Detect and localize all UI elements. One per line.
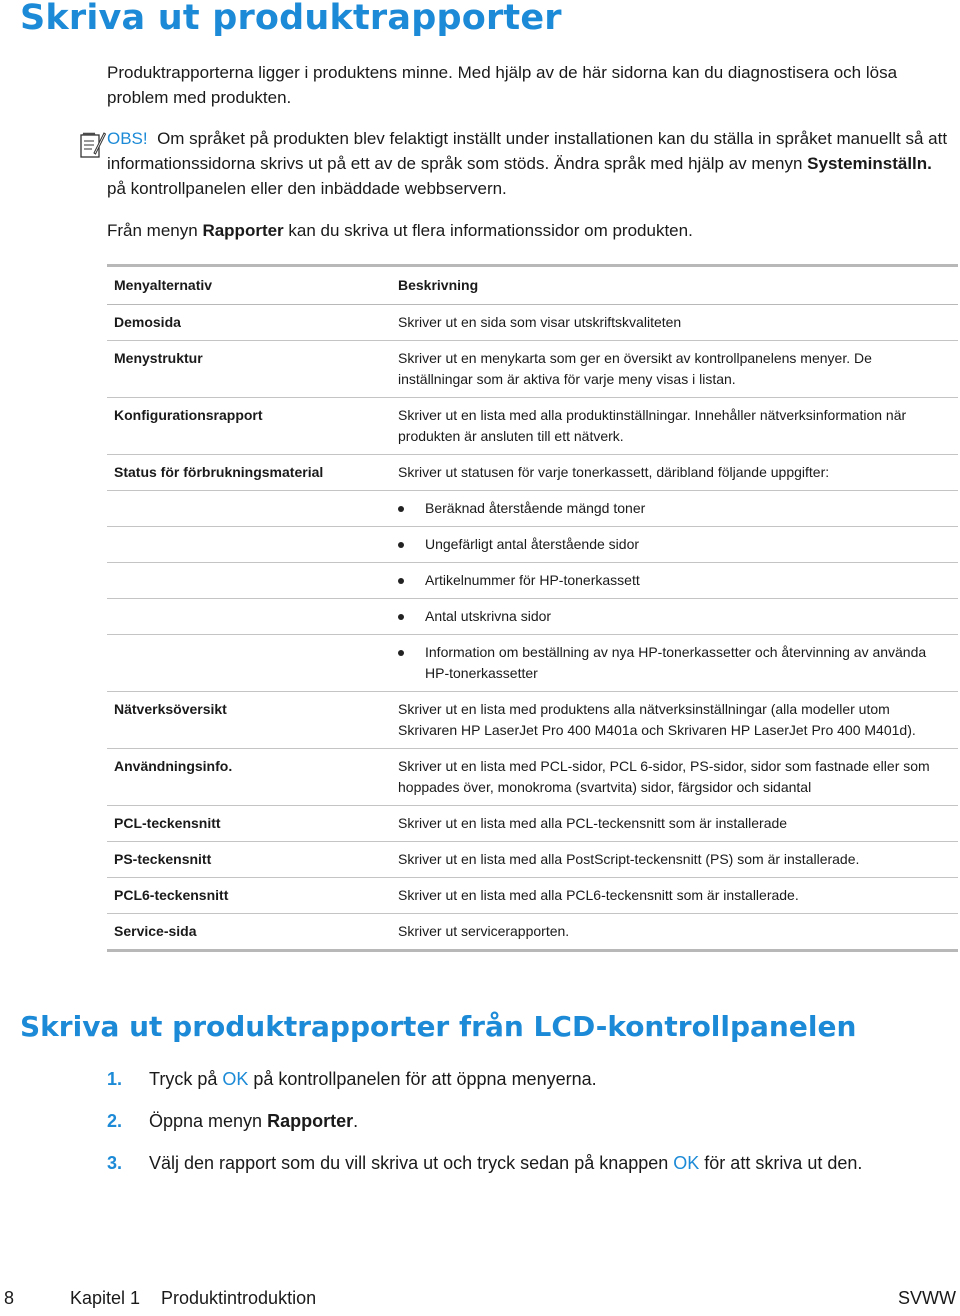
step-number: 2. (107, 1111, 123, 1131)
description-cell: Skriver ut en sida som visar utskriftskvaliteten (391, 305, 958, 341)
header-description: Beskrivning (391, 266, 958, 305)
table-row (107, 749, 958, 806)
description-cell: Skriver ut en lista med alla PCL6-teckensnitt som är installerade. (391, 878, 958, 914)
table-row (107, 914, 958, 951)
step-text: . (353, 1111, 359, 1131)
table-row-bullet (107, 491, 958, 527)
reports-intro-before: Från menyn (107, 221, 203, 240)
footer-chapter-title: Produktintroduktion (161, 1288, 317, 1308)
bullet-item: Ungefärligt antal återstående sidor (391, 527, 958, 563)
table-row (107, 305, 958, 341)
description-cell: Skriver ut en lista med alla PCL-teckensnitt som är installerade (391, 806, 958, 842)
step-item (107, 1108, 952, 1150)
table-row-bullet (107, 563, 958, 599)
steps-list (107, 1066, 952, 1192)
description-cell: Skriver ut servicerapporten. (391, 914, 958, 951)
description-cell: Skriver ut en menykarta som ger en översikt av kontrollpanelens menyer. De inställningar som är aktiva för varje meny visas i listan. (391, 341, 958, 398)
table-row (107, 842, 958, 878)
reports-intro (107, 218, 952, 243)
table-header-row (107, 266, 958, 305)
step-text: Tryck på (149, 1069, 223, 1089)
page-title: Skriva ut produktrapporter (20, 0, 562, 38)
empty-cell (107, 635, 391, 692)
section-title: Skriva ut produktrapporter från LCD-kontrollpanelen (20, 1010, 857, 1043)
step-item (107, 1150, 952, 1192)
option-cell: Nätverksöversikt (107, 692, 391, 749)
option-cell: Användningsinfo. (107, 749, 391, 806)
bullet-item: Antal utskrivna sidor (391, 599, 958, 635)
option-cell: PCL6-teckensnitt (107, 878, 391, 914)
reports-menu-name: Rapporter (202, 221, 284, 240)
table-row (107, 341, 958, 398)
note-icon (78, 129, 106, 159)
page-number: 8 (4, 1288, 15, 1308)
step-text: Öppna menyn (149, 1111, 268, 1131)
empty-cell (107, 527, 391, 563)
note-label: OBS! (107, 129, 148, 148)
table-row (107, 878, 958, 914)
description-cell: Skriver ut statusen för varje tonerkassett, däribland följande uppgifter: (391, 455, 958, 491)
option-cell: PCL-teckensnitt (107, 806, 391, 842)
reports-intro-after: kan du skriva ut flera informationssidor om produkten. (283, 221, 693, 240)
empty-cell (107, 491, 391, 527)
table-row (107, 455, 958, 491)
table-row-bullet (107, 635, 958, 692)
option-cell: Status för förbrukningsmaterial (107, 455, 391, 491)
bullet-item: Beräknad återstående mängd toner (391, 491, 958, 527)
step-text: på kontrollpanelen för att öppna menyerna. (248, 1069, 597, 1089)
step-text: Välj den rapport som du vill skriva ut och tryck sedan på knappen (149, 1153, 674, 1173)
bullet-item: Artikelnummer för HP-tonerkassett (391, 563, 958, 599)
note-text-after: på kontrollpanelen eller den inbäddade webbservern. (107, 179, 507, 198)
ok-key-label: OK (222, 1069, 249, 1089)
empty-cell (107, 599, 391, 635)
reports-menu-name: Rapporter (267, 1111, 354, 1131)
option-cell: Demosida (107, 305, 391, 341)
header-option: Menyalternativ (107, 266, 391, 305)
intro-paragraph: Produktrapporterna ligger i produktens minne. Med hjälp av de här sidorna kan du diagnostisera och lösa problem med produkten. (107, 63, 898, 107)
note-paragraph (107, 126, 952, 201)
option-cell: Service-sida (107, 914, 391, 951)
description-cell: Skriver ut en lista med produktens alla nätverksinställningar (alla modeller utom Skrivaren HP LaserJet Pro 400 M401a och Skrivaren HP LaserJet Pro 400 M401d). (391, 692, 958, 749)
report-table (107, 264, 958, 952)
footer-code: SVWW (898, 1288, 956, 1308)
step-number: 3. (107, 1153, 123, 1173)
option-cell: PS-teckensnitt (107, 842, 391, 878)
note-text-before: Om språket på produkten blev felaktigt inställt under installationen kan du ställa in språket manuellt så att informationssidorna skrivs ut på ett av de språk som stöds. Ändra språk med hjälp av menyn (107, 129, 948, 173)
ok-key-label: OK (673, 1153, 700, 1173)
description-cell: Skriver ut en lista med alla PostScript-teckensnitt (PS) som är installerade. (391, 842, 958, 878)
table-row (107, 398, 958, 455)
empty-cell (107, 563, 391, 599)
table-row (107, 692, 958, 749)
bullet-item: Information om beställning av nya HP-tonerkassetter och återvinning av använda HP-tonerkassetter (391, 635, 958, 692)
description-cell: Skriver ut en lista med PCL-sidor, PCL 6-sidor, PS-sidor, sidor som fastnade eller som hoppades över, monokroma (svartvita) sidor, färgsidor och sidantal (391, 749, 958, 806)
step-item (107, 1066, 952, 1108)
step-text: för att skriva ut den. (699, 1153, 863, 1173)
option-cell: Menystruktur (107, 341, 391, 398)
description-cell: Skriver ut en lista med alla produktinställningar. Innehåller nätverksinformation när produkten är ansluten till ett nätverk. (391, 398, 958, 455)
note-menu-name: Systeminställn. (807, 154, 932, 173)
option-cell: Konfigurationsrapport (107, 398, 391, 455)
footer-chapter: Kapitel 1 (70, 1288, 141, 1308)
table-row-bullet (107, 527, 958, 563)
step-number: 1. (107, 1069, 123, 1089)
table-row-bullet (107, 599, 958, 635)
table-row (107, 806, 958, 842)
